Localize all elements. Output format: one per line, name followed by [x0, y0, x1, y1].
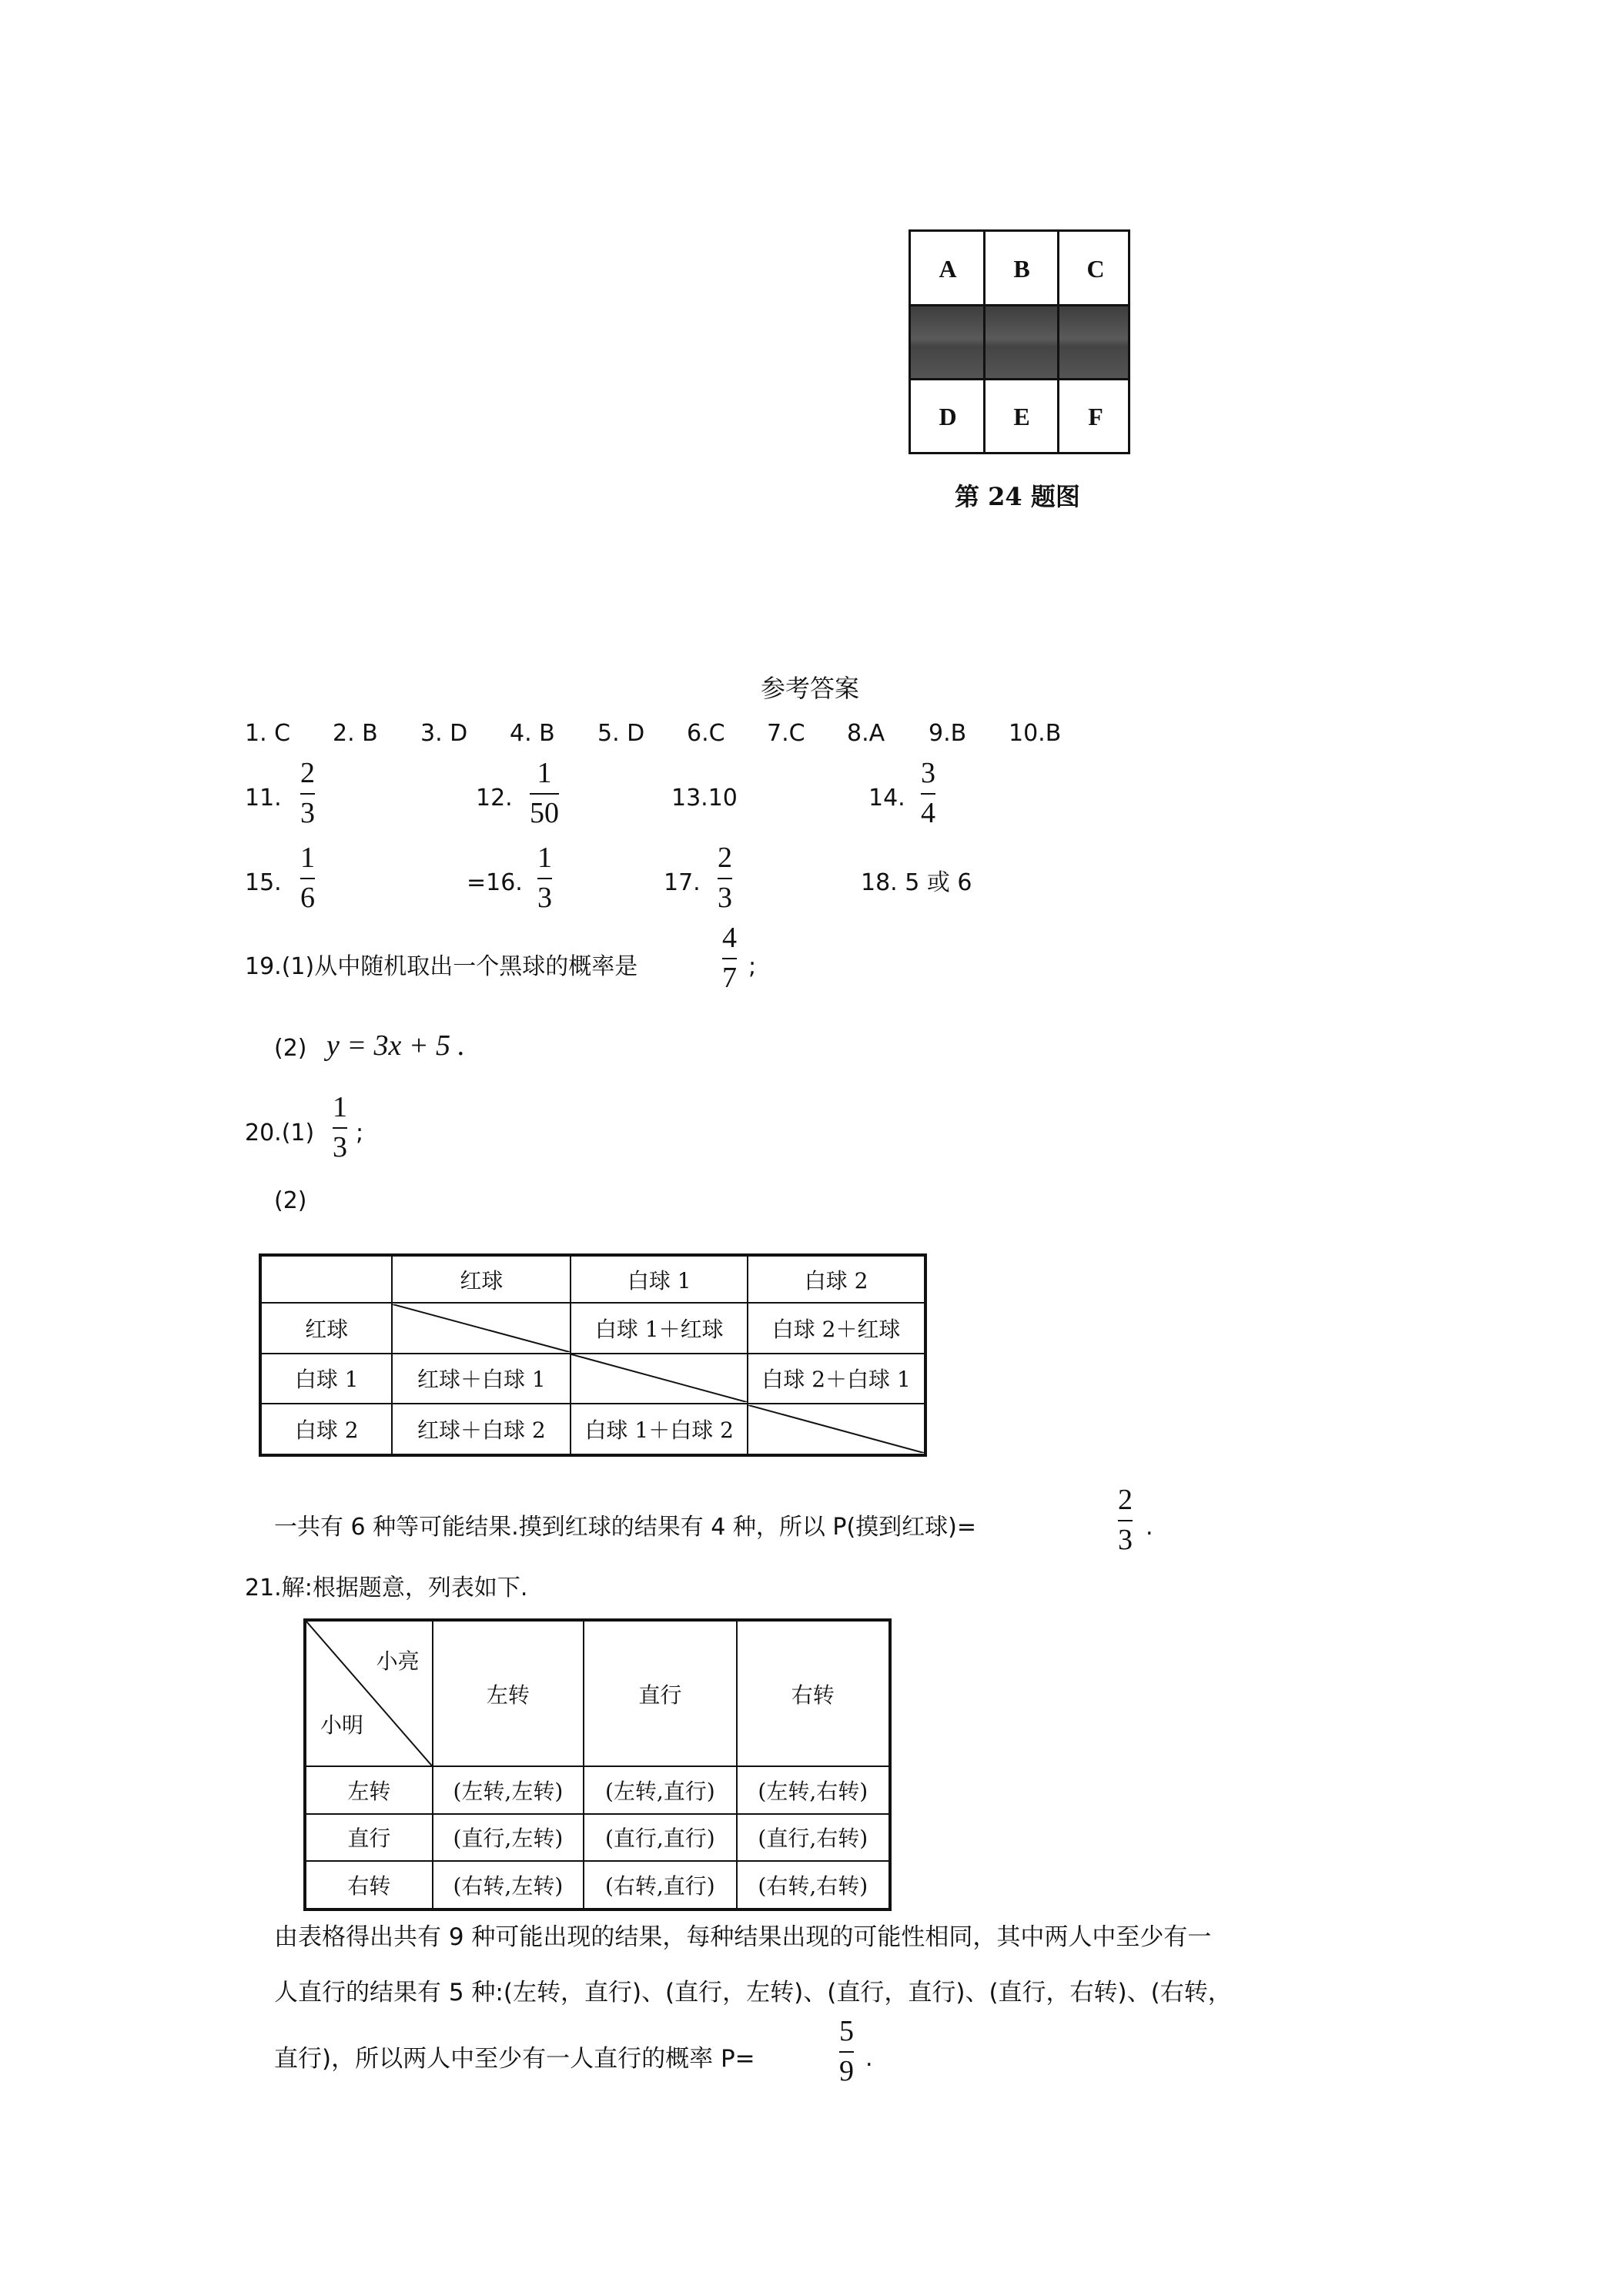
- answer-17-label: 17.: [664, 869, 701, 896]
- q20-conclusion: 一共有 6 种等可能结果.摸到红球的结果有 4 种，所以 P(摸到红球)=: [274, 1514, 977, 1541]
- answer-14-label: 14.: [868, 785, 905, 812]
- cell-f: F: [1088, 402, 1103, 430]
- answer-4: 4. B: [510, 720, 555, 747]
- numerator: 4: [722, 922, 737, 954]
- denominator: 4: [921, 797, 935, 829]
- q20-part1-suffix: ;: [356, 1120, 364, 1146]
- q20-part2-label: (2): [274, 1187, 307, 1214]
- answer-11-fraction: [300, 756, 315, 830]
- diagonal-line: [748, 1405, 924, 1453]
- header-cell: [260, 1255, 392, 1303]
- q21-explanation-line-1: 由表格得出共有 9 种可能出现的结果，每种结果出现的可能性相同，其中两人中至少有一: [274, 1923, 1212, 1951]
- denominator: 3: [718, 882, 732, 914]
- answer-7: 7.C: [767, 720, 805, 747]
- figure-24: [909, 229, 1130, 454]
- denominator: 3: [333, 1131, 347, 1163]
- q21-explanation-line-2: 人直行的结果有 5 种:(左转，直行)、(直行，左转)、(直行，直行)、(直行，右转)、(右转，: [274, 1979, 1232, 2006]
- q20-part1-label: 20.(1): [245, 1120, 315, 1146]
- table-cell: 白球 2＋白球 1: [748, 1354, 925, 1404]
- table-cell: (右转,左转): [433, 1861, 584, 1909]
- grid-line: [911, 304, 1128, 306]
- answer-12-fraction: [530, 756, 559, 830]
- numerator: 1: [537, 842, 552, 874]
- q20-conclusion-fraction: [1118, 1483, 1133, 1557]
- diagonal-line: [393, 1304, 570, 1352]
- numerator: 2: [1118, 1484, 1133, 1516]
- answers-title: 参考答案: [761, 674, 860, 703]
- denominator: 6: [300, 882, 315, 914]
- diagonal-line: [571, 1354, 747, 1402]
- row-header: 红球: [260, 1303, 392, 1354]
- corner-bottom-label: 小明: [320, 1712, 364, 1738]
- answer-9: 9.B: [929, 720, 967, 747]
- numerator: 1: [300, 842, 315, 874]
- q19-fraction: [722, 921, 737, 995]
- answer-15-label: 15.: [245, 869, 282, 896]
- corner-top-label: 小亮: [376, 1648, 420, 1674]
- cell-a: A: [939, 254, 957, 283]
- q19-part1-suffix: ;: [748, 953, 757, 980]
- header-cell: 直行: [584, 1620, 736, 1766]
- q20-conclusion-suffix: .: [1146, 1514, 1153, 1541]
- corner-cell: [305, 1620, 433, 1766]
- answer-13: 13.10: [671, 785, 738, 812]
- denominator: 3: [1118, 1524, 1133, 1556]
- table-cell: (右转,右转): [737, 1861, 890, 1909]
- table-cell: [571, 1354, 748, 1404]
- q21-result-fraction: [839, 2014, 854, 2088]
- q20-table: [259, 1253, 927, 1457]
- answer-16-fraction: [537, 841, 552, 915]
- numerator: 2: [718, 842, 732, 874]
- header-cell: 红球: [392, 1255, 571, 1303]
- figure-caption: 第 24 题图: [955, 482, 1080, 511]
- numerator: 3: [921, 757, 935, 789]
- denominator: 7: [722, 962, 737, 994]
- answer-6: 6.C: [687, 720, 725, 747]
- answer-1: 1. C: [245, 720, 291, 747]
- row-header: 白球 2: [260, 1404, 392, 1455]
- answer-11-label: 11.: [245, 785, 282, 812]
- table-cell: 红球＋白球 2: [392, 1404, 571, 1455]
- table-cell: (左转,左转): [433, 1766, 584, 1814]
- header-cell: 白球 1: [571, 1255, 748, 1303]
- q21-intro: 21.解:根据题意，列表如下.: [245, 1575, 528, 1602]
- q21-table: [303, 1618, 892, 1911]
- numerator: 5: [839, 2015, 854, 2047]
- grid-line: [911, 378, 1128, 380]
- diagonal-line: [306, 1622, 432, 1766]
- table-cell: (直行,左转): [433, 1814, 584, 1862]
- grid-line: [1057, 232, 1059, 452]
- q19-part2-label: (2): [274, 1035, 307, 1062]
- table-cell: 白球 1＋红球: [571, 1303, 748, 1354]
- answer-12-label: 12.: [476, 785, 513, 812]
- q19-part2-formula: y = 3x + 5 .: [326, 1029, 466, 1062]
- table-cell: (右转,直行): [584, 1861, 736, 1909]
- numerator: 1: [537, 757, 552, 789]
- cell-e: E: [1013, 402, 1030, 430]
- row-header: 左转: [305, 1766, 433, 1814]
- shaded-band: [911, 306, 1128, 380]
- numerator: 1: [333, 1091, 347, 1123]
- q21-result-suffix: .: [865, 2045, 873, 2072]
- table-cell: [392, 1303, 571, 1354]
- answer-3: 3. D: [420, 720, 468, 747]
- grid-line: [983, 232, 986, 452]
- table-cell: (左转,直行): [584, 1766, 736, 1814]
- cell-c: C: [1086, 254, 1105, 283]
- answer-17-fraction: [718, 841, 732, 915]
- table-cell: [748, 1404, 925, 1455]
- q19-part1-text: 19.(1)从中随机取出一个黑球的概率是: [245, 953, 638, 980]
- table-cell: 白球 2＋红球: [748, 1303, 925, 1354]
- numerator: 2: [300, 757, 315, 789]
- header-cell: 白球 2: [748, 1255, 925, 1303]
- answer-18: 18. 5 或 6: [861, 869, 972, 896]
- header-cell: 左转: [433, 1620, 584, 1766]
- row-header: 右转: [305, 1861, 433, 1909]
- q20-fraction: [333, 1090, 347, 1164]
- denominator: 9: [839, 2055, 854, 2087]
- header-cell: 右转: [737, 1620, 890, 1766]
- cell-b: B: [1013, 254, 1030, 283]
- cell-d: D: [939, 402, 957, 430]
- table-cell: 白球 1＋白球 2: [571, 1404, 748, 1455]
- answer-10: 10.B: [1009, 720, 1062, 747]
- table-cell: (直行,右转): [737, 1814, 890, 1862]
- answer-2: 2. B: [333, 720, 378, 747]
- table-cell: (左转,右转): [737, 1766, 890, 1814]
- denominator: 3: [300, 797, 315, 829]
- answer-14-fraction: [921, 756, 935, 830]
- row-header: 白球 1: [260, 1354, 392, 1404]
- answer-5: 5. D: [597, 720, 645, 747]
- row-header: 直行: [305, 1814, 433, 1862]
- q21-explanation-line-3: 直行)，所以两人中至少有一人直行的概率 P=: [274, 2045, 755, 2073]
- answer-15-fraction: [300, 841, 315, 915]
- answer-8: 8.A: [847, 720, 885, 747]
- denominator: 3: [537, 882, 552, 914]
- table-cell: (直行,直行): [584, 1814, 736, 1862]
- denominator: 50: [530, 797, 559, 829]
- answer-16-label: =16.: [467, 869, 523, 896]
- table-cell: 红球＋白球 1: [392, 1354, 571, 1404]
